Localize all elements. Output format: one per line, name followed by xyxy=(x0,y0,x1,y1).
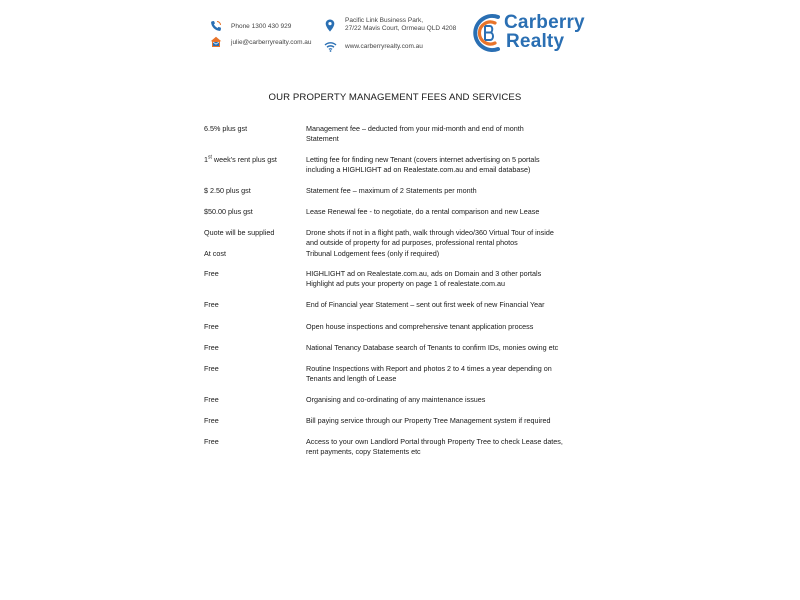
fee-description xyxy=(306,228,606,248)
logo-text-line-2: Realty xyxy=(506,31,565,52)
description-line: rent payments, copy Statements etc xyxy=(306,447,421,456)
fee-description xyxy=(306,437,606,457)
carberry-realty-logo xyxy=(468,11,588,55)
description-line: Drone shots if not in a flight path, walk through video/360 Virtual Tour of inside xyxy=(306,228,554,237)
fee-amount: At cost xyxy=(204,249,226,258)
phone-text: Phone 1300 430 929 xyxy=(231,22,292,30)
fee-description xyxy=(306,186,606,196)
description-line: Lease Renewal fee - to negotiate, do a rental comparison and new Lease xyxy=(306,207,540,216)
phone-contact xyxy=(209,19,291,33)
description-line: and outside of property for ad purposes, professional rental photos xyxy=(306,238,518,247)
description-line: Organising and co-ordinating of any maintenance issues xyxy=(306,395,486,404)
fee-amount: Free xyxy=(204,395,219,404)
email-contact xyxy=(209,35,312,49)
logo-text-line-1: Carberry xyxy=(504,12,585,33)
fee-description xyxy=(306,416,606,426)
fee-description xyxy=(306,322,606,332)
fee-amount: $50.00 plus gst xyxy=(204,207,253,216)
fee-amount: Free xyxy=(204,416,219,425)
fee-amount: Free xyxy=(204,437,219,446)
fee-amount: Free xyxy=(204,343,219,352)
address-line-1: Pacific Link Business Park, xyxy=(345,17,424,24)
website-text[interactable]: www.carberryrealty.com.au xyxy=(345,42,423,50)
fee-description xyxy=(306,269,606,289)
fee-description xyxy=(306,207,606,217)
fee-amount: Quote will be supplied xyxy=(204,228,275,237)
logo-mark-icon xyxy=(468,11,508,55)
email-text[interactable]: julie@carberryrealty.com.au xyxy=(231,38,312,46)
description-line: Highlight ad puts your property on page 1 of realestate.com.au xyxy=(306,279,505,288)
description-line: End of Financial year Statement – sent out first week of new Financial Year xyxy=(306,300,545,309)
fee-amount: 6.5% plus gst xyxy=(204,124,248,133)
fee-description xyxy=(306,300,606,310)
description-line: Routine Inspections with Report and photos 2 to 4 times a year depending on xyxy=(306,364,552,373)
fee-amount: Free xyxy=(204,300,219,309)
fee-amount: Free xyxy=(204,269,219,278)
house-icon xyxy=(209,35,223,49)
description-line: Management fee – deducted from your mid-month and end of month xyxy=(306,124,524,133)
fee-description xyxy=(306,249,606,259)
fee-description xyxy=(306,364,606,384)
fee-amount-superscript: st xyxy=(208,154,212,161)
website-contact xyxy=(323,39,423,53)
page-title: OUR PROPERTY MANAGEMENT FEES AND SERVICES xyxy=(268,92,522,103)
fee-amount-rest: week’s rent plus gst xyxy=(211,155,277,164)
fee-amount: Free xyxy=(204,322,219,331)
fee-amount-number: 1 xyxy=(204,155,208,164)
fee-description xyxy=(306,124,606,144)
fee-amount xyxy=(204,155,304,165)
fee-amount: Free xyxy=(204,364,219,373)
fee-amount: $ 2.50 plus gst xyxy=(204,186,251,195)
description-line: including a HIGHLIGHT ad on Realestate.com.au and email database) xyxy=(306,165,531,174)
fee-description xyxy=(306,343,606,353)
description-line: Statement fee – maximum of 2 Statements per month xyxy=(306,186,477,195)
description-line: Open house inspections and comprehensive tenant application process xyxy=(306,322,534,331)
description-line: Access to your own Landlord Portal through Property Tree to check Lease dates, xyxy=(306,437,563,446)
fee-description xyxy=(306,395,606,405)
location-pin-icon xyxy=(323,18,337,32)
address-line-2: 27/22 Mavis Court, Ormeau QLD 4208 xyxy=(345,25,457,32)
address-contact xyxy=(323,17,456,33)
description-line: HIGHLIGHT ad on Realestate.com.au, ads on Domain and 3 other portals xyxy=(306,269,542,278)
description-line: Statement xyxy=(306,134,339,143)
description-line: Tenants and length of Lease xyxy=(306,374,397,383)
phone-icon xyxy=(209,19,223,33)
description-line: Tribunal Lodgement fees (only if required) xyxy=(306,249,440,258)
description-line: National Tenancy Database search of Tenants to confirm IDs, monies owing etc xyxy=(306,343,559,352)
description-line: Bill paying service through our Property Tree Management system if required xyxy=(306,416,551,425)
wifi-icon xyxy=(323,39,337,53)
fee-description xyxy=(306,155,606,175)
description-line: Letting fee for finding new Tenant (covers internet advertising on 5 portals xyxy=(306,155,540,164)
